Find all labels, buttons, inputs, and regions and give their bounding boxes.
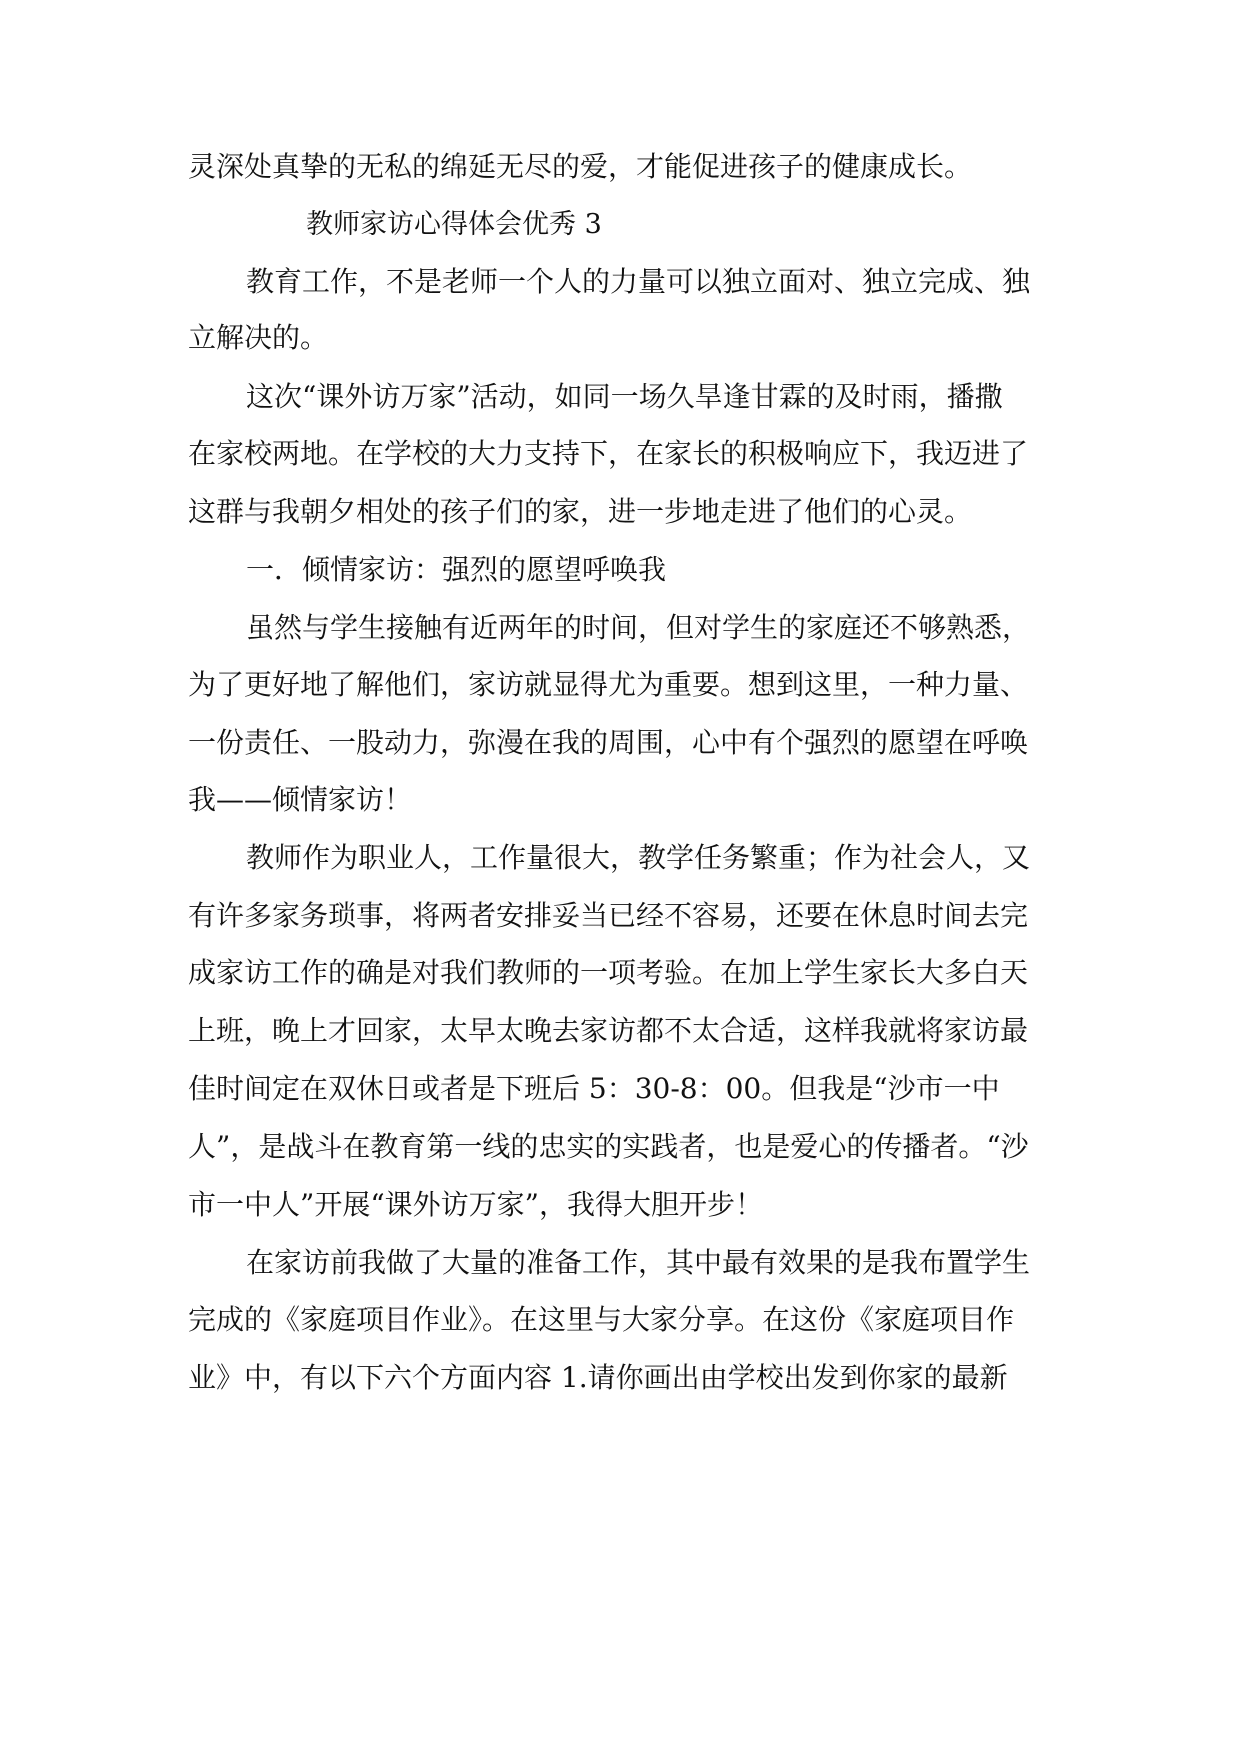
paragraph-line: 这群与我朝夕相处的孩子们的家，进一步地走进了他们的心灵。 (188, 495, 973, 528)
paragraph-line: 人”，是战斗在教育第一线的忠实的实践者，也是爱心的传播者。“沙 (188, 1130, 1029, 1163)
paragraph-line: 有许多家务琐事，将两者安排妥当已经不容易，还要在休息时间去完 (188, 899, 1029, 932)
section-heading: 教师家访心得体会优秀 3 (306, 209, 602, 240)
paragraph-line: 虽然与学生接触有近两年的时间，但对学生的家庭还不够熟悉， (246, 611, 1031, 644)
paragraph-line: 上班，晚上才回家，太早太晚去家访都不太合适，这样我就将家访最 (188, 1014, 1029, 1047)
paragraph-line: 教育工作，不是老师一个人的力量可以独立面对、独立完成、独 (246, 265, 1031, 298)
paragraph-line: 立解决的。 (188, 321, 329, 354)
paragraph-line: 在家校两地。在学校的大力支持下，在家长的积极响应下，我迈进了 (188, 437, 1029, 470)
subheading: 一．倾情家访：强烈的愿望呼唤我 (246, 553, 667, 586)
paragraph-line: 在家访前我做了大量的准备工作，其中最有效果的是我布置学生 (246, 1246, 1031, 1279)
paragraph-line: 我——倾情家访！ (188, 783, 413, 816)
paragraph-line: 完成的《家庭项目作业》。在这里与大家分享。在这份《家庭项目作 (188, 1303, 1015, 1336)
paragraph-line: 市一中人”开展“课外访万家”，我得大胆开步！ (188, 1188, 763, 1221)
paragraph-line: 教师作为职业人，工作量很大，教学任务繁重；作为社会人，又 (246, 841, 1031, 874)
paragraph-line: 为了更好地了解他们，家访就显得尤为重要。想到这里，一种力量、 (188, 668, 1029, 701)
paragraph-line: 业》中，有以下六个方面内容 1.请你画出由学校出发到你家的最新 (188, 1361, 1008, 1394)
paragraph-line: 灵深处真挚的无私的绵延无尽的爱，才能促进孩子的健康成长。 (188, 150, 973, 183)
paragraph-line: 一份责任、一股动力，弥漫在我的周围，心中有个强烈的愿望在呼唤 (188, 726, 1029, 759)
paragraph-line: 佳时间定在双休日或者是下班后 5：30-8：00。但我是“沙市一中 (188, 1072, 1000, 1105)
paragraph-line: 成家访工作的确是对我们教师的一项考验。在加上学生家长大多白天 (188, 956, 1029, 989)
paragraph-line: 这次“课外访万家”活动，如同一场久旱逢甘霖的及时雨，播撒 (246, 380, 1003, 413)
